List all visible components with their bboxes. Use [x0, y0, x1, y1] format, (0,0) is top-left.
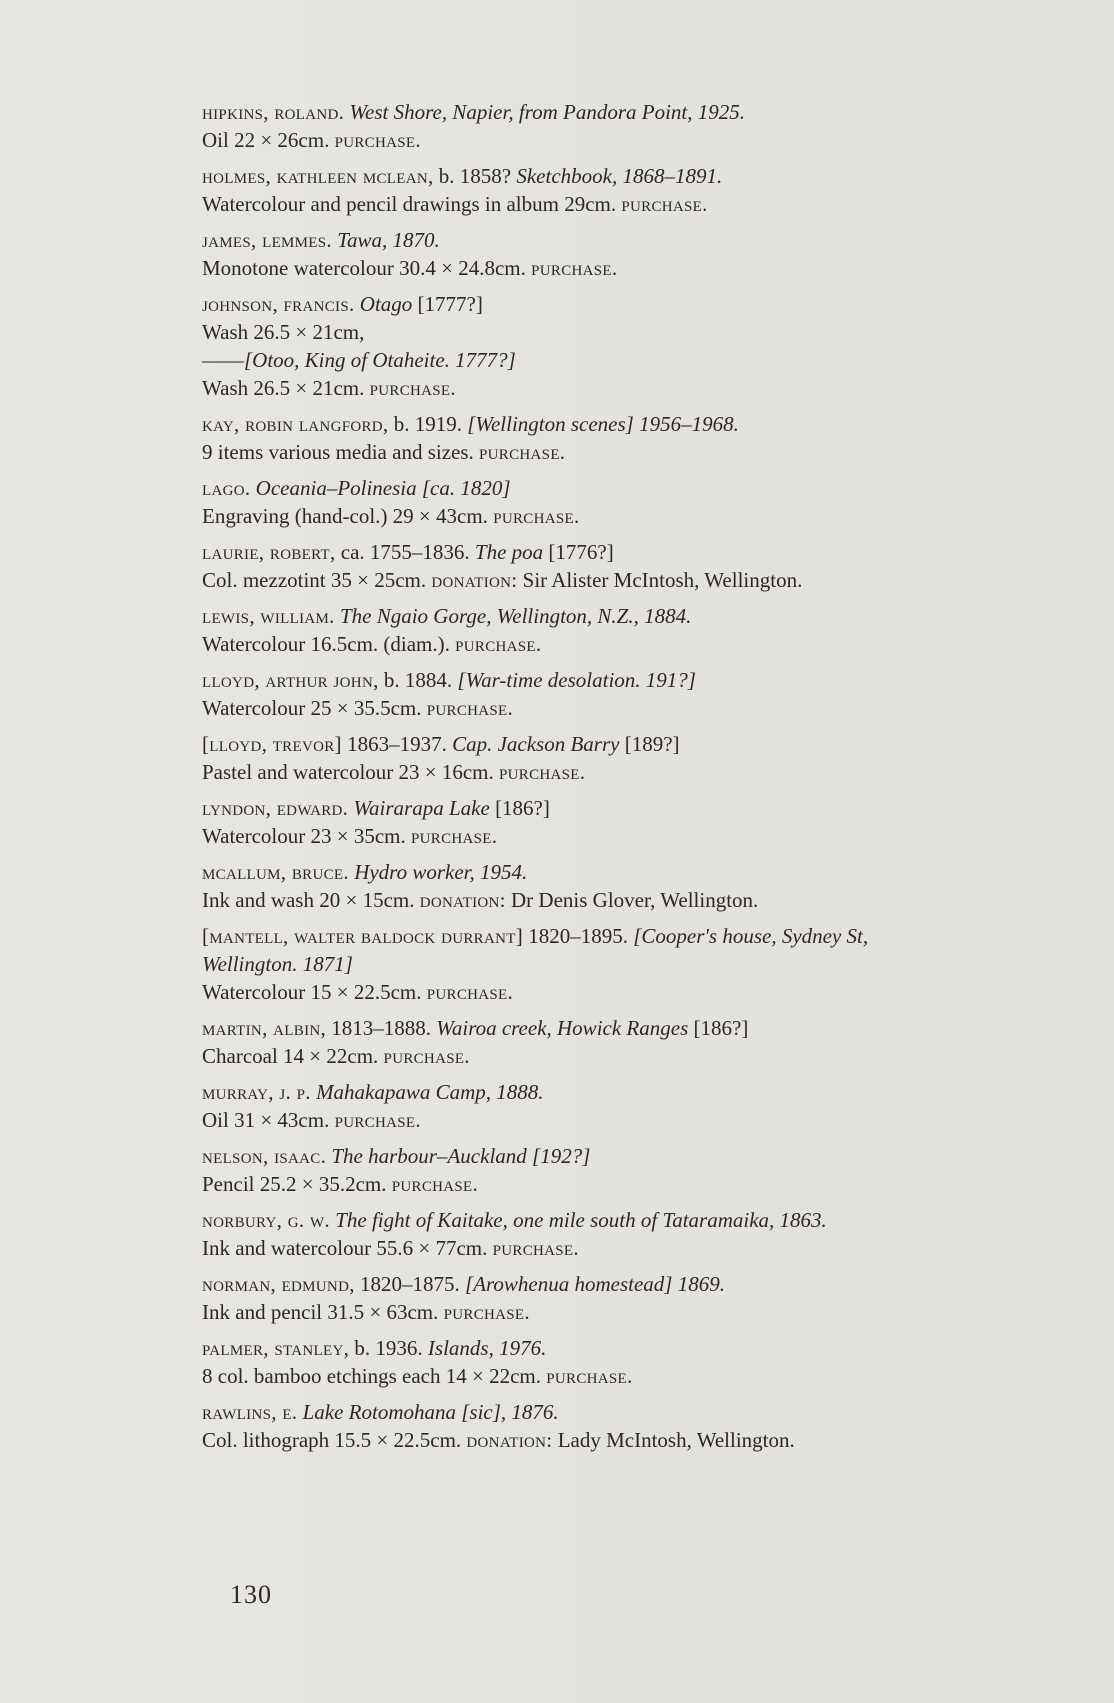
donor-name: Sir Alister McIntosh, Wellington. — [522, 568, 803, 592]
catalogue-entry — [202, 538, 1022, 594]
entry-heading — [202, 1270, 1022, 1298]
artwork-medium: Oil 31 × 43cm. — [202, 1108, 330, 1132]
donor-name: Dr Denis Glover, Wellington. — [511, 888, 759, 912]
artist-name: palmer, stanley, — [202, 1336, 350, 1360]
artist-name: james, lemmes. — [202, 228, 332, 252]
acquisition-source: donation: — [466, 1428, 553, 1452]
artwork-medium: Engraving (hand-col.) 29 × 43cm. — [202, 504, 488, 528]
artwork-title: Mahakapawa Camp, 1888. — [316, 1080, 544, 1104]
artwork-medium: Oil 22 × 26cm. — [202, 128, 330, 152]
artwork-medium: Charcoal 14 × 22cm. — [202, 1044, 379, 1068]
artwork-title: West Shore, Napier, from Pandora Point, 1925. — [349, 100, 745, 124]
acquisition-source: purchase. — [411, 824, 498, 848]
artist-name: laurie, robert, — [202, 540, 336, 564]
ditto-dash: —— — [202, 348, 244, 372]
artwork-title: The Ngaio Gorge, Wellington, N.Z., 1884. — [339, 604, 692, 628]
artwork-medium: Watercolour 23 × 35cm. — [202, 824, 406, 848]
acquisition-source: purchase. — [531, 256, 618, 280]
artwork-title: [Arowhenua homestead] 1869. — [465, 1272, 725, 1296]
entry-details-second — [202, 374, 1022, 402]
entry-heading — [202, 1334, 1022, 1362]
catalogue-entry — [202, 474, 1022, 530]
page-number: 130 — [230, 1580, 272, 1609]
artwork-title: The poa — [474, 540, 544, 564]
entry-details — [202, 438, 1022, 466]
artist-dates: 1813–1888. — [331, 1016, 432, 1040]
acquisition-source: purchase. — [426, 980, 514, 1004]
donor-name: Lady McIntosh, Wellington. — [557, 1428, 795, 1452]
acquisition-source: donation: — [431, 568, 518, 592]
entry-heading — [202, 602, 1022, 630]
artist-dates: b. 1919. — [393, 412, 462, 436]
catalogue-entry — [202, 922, 1022, 1006]
artwork-title: [War-time desolation. 191?] — [457, 668, 696, 692]
artist-dates: b. 1936. — [354, 1336, 423, 1360]
entry-details — [202, 1234, 1022, 1262]
entry-details — [202, 886, 1022, 914]
artwork-medium: Col. mezzotint 35 × 25cm. — [202, 568, 427, 592]
acquisition-source: purchase. — [492, 1236, 579, 1260]
artist-name: rawlins, e. — [202, 1400, 298, 1424]
artwork-date: [1776?] — [548, 540, 614, 564]
artwork-title: Otago — [359, 292, 413, 316]
acquisition-source: purchase. — [426, 696, 514, 720]
artist-name: [lloyd, trevor] — [202, 732, 342, 756]
artist-name: lloyd, arthur john, — [202, 668, 379, 692]
entry-heading — [202, 730, 1022, 758]
artist-dates: b. 1884. — [383, 668, 453, 692]
acquisition-source: purchase. — [621, 192, 708, 216]
artist-dates: 1863–1937. — [347, 732, 447, 756]
artwork-medium: Ink and pencil 31.5 × 63cm. — [202, 1300, 439, 1324]
artwork-date: [189?] — [624, 732, 680, 756]
entry-details — [202, 190, 1022, 218]
catalogue-entry — [202, 1078, 1022, 1134]
catalogue-entry — [202, 794, 1022, 850]
entry-heading — [202, 1206, 1022, 1234]
catalogue-entry — [202, 602, 1022, 658]
artwork-title: Lake Rotomohana [sic], 1876. — [302, 1400, 559, 1424]
artwork-date: [1777?] — [417, 292, 483, 316]
entry-details — [202, 1170, 1022, 1198]
artist-name: lewis, william. — [202, 604, 335, 628]
artwork-title: Hydro worker, 1954. — [354, 860, 528, 884]
entry-heading — [202, 474, 1022, 502]
entry-details — [202, 758, 1022, 786]
entry-details — [202, 630, 1022, 658]
acquisition-source: purchase. — [443, 1300, 530, 1324]
entry-heading — [202, 794, 1022, 822]
artwork-medium: Col. lithograph 15.5 × 22.5cm. — [202, 1428, 462, 1452]
artwork-medium: Watercolour 25 × 35.5cm. — [202, 696, 422, 720]
entry-heading — [202, 1014, 1022, 1042]
artwork-medium: Ink and wash 20 × 15cm. — [202, 888, 415, 912]
entry-details — [202, 1042, 1022, 1070]
artist-name: lyndon, edward. — [202, 796, 349, 820]
artist-name: norman, edmund, — [202, 1272, 355, 1296]
artwork-title: Wairarapa Lake — [353, 796, 490, 820]
artwork-medium: Wash 26.5 × 21cm, — [202, 320, 365, 344]
catalogue-entry — [202, 730, 1022, 786]
entry-details — [202, 694, 1022, 722]
artist-name: hipkins, roland. — [202, 100, 345, 124]
artist-name: holmes, kathleen mclean, — [202, 164, 434, 188]
acquisition-source: purchase. — [334, 1108, 421, 1132]
artist-dates: 1820–1895. — [528, 924, 628, 948]
acquisition-source: purchase. — [479, 440, 566, 464]
entry-heading — [202, 538, 1022, 566]
artist-name: martin, albin, — [202, 1016, 327, 1040]
catalogue-entry — [202, 858, 1022, 914]
entry-details — [202, 1298, 1022, 1326]
artwork-title: Islands, 1976. — [427, 1336, 547, 1360]
entry-details — [202, 126, 1022, 154]
artist-dates: 1820–1875. — [360, 1272, 460, 1296]
artist-name: lago. — [202, 476, 251, 500]
catalogue-entry — [202, 410, 1022, 466]
catalogue-entry — [202, 1142, 1022, 1198]
acquisition-source: purchase. — [369, 376, 456, 400]
entry-heading — [202, 290, 1022, 318]
artwork-medium: Watercolour and pencil drawings in album 29cm. — [202, 192, 617, 216]
catalogue-entry — [202, 1270, 1022, 1326]
artwork-title: Tawa, 1870. — [337, 228, 440, 252]
artwork-medium: Pencil 25.2 × 35.2cm. — [202, 1172, 387, 1196]
artist-name: johnson, francis. — [202, 292, 355, 316]
artwork-title: The harbour–Auckland [192?] — [331, 1144, 591, 1168]
acquisition-source: purchase. — [499, 760, 586, 784]
artwork-title: Sketchbook, 1868–1891. — [516, 164, 723, 188]
catalogue-entry — [202, 162, 1022, 218]
entry-details — [202, 822, 1022, 850]
catalogue-entry — [202, 1334, 1022, 1390]
catalogue-entry — [202, 98, 1022, 154]
artwork-medium: Monotone watercolour 30.4 × 24.8cm. — [202, 256, 526, 280]
artwork-title: Cap. Jackson Barry — [452, 732, 620, 756]
entry-heading — [202, 162, 1022, 190]
entry-details — [202, 502, 1022, 530]
entry-details — [202, 318, 1022, 346]
entry-heading — [202, 1078, 1022, 1106]
artwork-title: Oceania–Polinesia [ca. 1820] — [255, 476, 511, 500]
acquisition-source: purchase. — [546, 1364, 633, 1388]
catalogue-entry — [202, 1206, 1022, 1262]
artist-dates: ca. 1755–1836. — [340, 540, 470, 564]
artist-name: [mantell, walter baldock durrant] — [202, 924, 523, 948]
artwork-title-continued: Wellington. 1871] — [202, 952, 353, 976]
artist-name: kay, robin langford, — [202, 412, 389, 436]
artwork-title-second: [Otoo, King of Otaheite. 1777?] — [244, 348, 516, 372]
catalogue-entry — [202, 666, 1022, 722]
catalogue-entry — [202, 1398, 1022, 1454]
artwork-medium: Ink and watercolour 55.6 × 77cm. — [202, 1236, 488, 1260]
entry-details — [202, 254, 1022, 282]
artwork-medium: 9 items various media and sizes. — [202, 440, 474, 464]
acquisition-source: purchase. — [334, 128, 421, 152]
entry-heading-continued — [202, 950, 1022, 978]
catalogue-entry — [202, 1014, 1022, 1070]
entry-heading — [202, 1398, 1022, 1426]
entry-details — [202, 1362, 1022, 1390]
artwork-title: Wairoa creek, Howick Ranges — [436, 1016, 689, 1040]
entry-heading — [202, 98, 1022, 126]
entry-details — [202, 566, 1022, 594]
artwork-medium-second: Wash 26.5 × 21cm. — [202, 376, 365, 400]
acquisition-source: purchase. — [455, 632, 542, 656]
entry-details — [202, 1106, 1022, 1134]
artist-name: nelson, isaac. — [202, 1144, 327, 1168]
entry-heading-second — [202, 346, 1022, 374]
entry-heading — [202, 922, 1022, 950]
entry-heading — [202, 1142, 1022, 1170]
catalogue-entry — [202, 226, 1022, 282]
acquisition-source: donation: — [419, 888, 506, 912]
entry-heading — [202, 858, 1022, 886]
artwork-medium: Pastel and watercolour 23 × 16cm. — [202, 760, 494, 784]
artwork-medium: Watercolour 16.5cm. (diam.). — [202, 632, 450, 656]
entry-details — [202, 978, 1022, 1006]
artist-name: murray, j. p. — [202, 1080, 311, 1104]
artist-name: mcallum, bruce. — [202, 860, 349, 884]
artwork-title: [Cooper's house, Sydney St, — [633, 924, 869, 948]
artwork-date: [186?] — [495, 796, 550, 820]
entry-details — [202, 1426, 1022, 1454]
entry-heading — [202, 226, 1022, 254]
artist-name: norbury, g. w. — [202, 1208, 330, 1232]
artwork-medium: 8 col. bamboo etchings each 14 × 22cm. — [202, 1364, 542, 1388]
artwork-medium: Watercolour 15 × 22.5cm. — [202, 980, 422, 1004]
acquisition-source: purchase. — [391, 1172, 479, 1196]
entry-heading — [202, 666, 1022, 694]
artist-dates: b. 1858? — [438, 164, 512, 188]
acquisition-source: purchase. — [383, 1044, 470, 1068]
artwork-title: The fight of Kaitake, one mile south of Tataramaika, 1863. — [335, 1208, 827, 1232]
entry-heading — [202, 410, 1022, 438]
catalogue-entry — [202, 290, 1022, 402]
catalogue-entries — [202, 98, 1022, 1462]
artwork-date: [186?] — [693, 1016, 749, 1040]
artwork-title: [Wellington scenes] 1956–1968. — [467, 412, 739, 436]
acquisition-source: purchase. — [493, 504, 580, 528]
